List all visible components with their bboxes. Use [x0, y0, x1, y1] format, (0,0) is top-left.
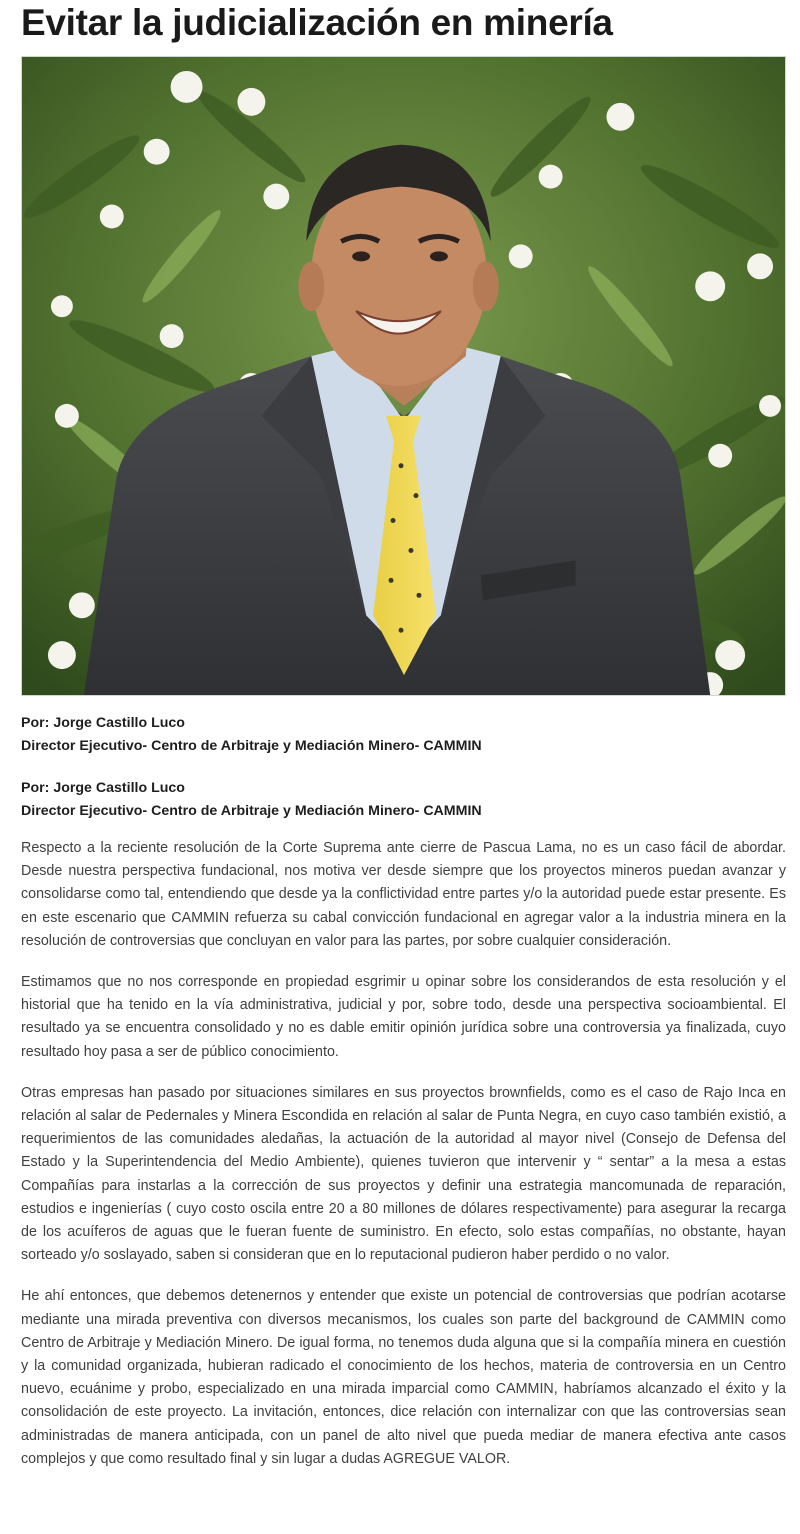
byline-2 [21, 777, 786, 823]
author-name: Por: Jorge Castillo Luco [21, 715, 185, 731]
portrait-photo-icon [22, 57, 785, 695]
paragraph-4: He ahí entonces, que debemos detenernos y entender que existe un potencial de controversias que podrían acotarse mediante una mirada preventiva con diversos mecanismos, los cuales son parte del background de CAMMIN como Centro de Arbitraje y Mediación Minero. De igual forma, no tenemos duda alguna que si la compañía minera en cuestión y la comunidad organizada, hubieran radicado el conocimiento de los hechos, materia de controversia en un Centro nuevo, ecuánime y probo, especializado en una mirada imparcial como CAMMIN, habríamos alcanzado el éxito y la consolidación de este proyecto. La invitación, entonces, dice relación con internalizar con que las controversias sean administradas de manera anticipada, con un panel de alto nivel que pueda mediar de manera efectiva ante casos complejos y que como resultado final y sin lugar a dudas AGREGUE VALOR. [21, 1288, 786, 1467]
author-role: Director Ejecutivo- Centro de Arbitraje y Mediación Minero- CAMMIN [21, 738, 482, 754]
article-body [21, 837, 786, 1489]
author-role: Director Ejecutivo- Centro de Arbitraje y Mediación Minero- CAMMIN [21, 803, 482, 819]
paragraph-2: Estimamos que no nos corresponde en propiedad esgrimir u opinar sobre los considerandos de esta resolución y el historial que ha tenido en la vía administrativa, judicial y por, sobre todo, desde una perspectiva socioambiental. El resultado ya se encuentra consolidado y no es dable emitir opinión jurídica sobre una controversia ya finalizada, cuyo resultado hoy pasa a ser de público conocimiento. [21, 974, 786, 1060]
author-photo [21, 56, 786, 696]
article-title: Evitar la judicialización en minería [21, 2, 613, 43]
author-name: Por: Jorge Castillo Luco [21, 780, 185, 796]
paragraph-3: Otras empresas han pasado por situaciones similares en sus proyectos brownfields, como es el caso de Rajo Inca en relación al salar de Pedernales y Minera Escondida en relación al salar de Punta Negra, en cuyo caso también existió, a requerimientos de las comunidades aledañas, la actuación de la autoridad al mayor nivel (Consejo de Defensa del Estado y la Superintendencia del Medio Ambiente), quienes tuvieron que intervenir y “ sentar” a la mesa a estas Compañías para instarlas a la corrección de sus proyectos y definir una estrategia mancomunada de reparación, estudios e ingenierías ( cuyo costo oscila entre 20 a 80 millones de dólares respectivamente) para asegurar la recarga de los acuíferos de aguas que le fueran fuente de suministro. En efecto, solo estas compañías, no obstante, hayan sorteado y/o soslayado, saben si consideran que en lo reputacional pudieron haber perdido o no valor. [21, 1084, 786, 1264]
byline-1 [21, 712, 786, 758]
paragraph-1: Respecto a la reciente resolución de la Corte Suprema ante cierre de Pascua Lama, no es un caso fácil de abordar. Desde nuestra perspectiva fundacional, nos motiva ver desde siempre que los proyectos mineros puedan avanzar y consolidarse como tal, entendiendo que desde ya la conflictividad entre partes y/o la autoridad puede estar presente. Es en este escenario que CAMMIN refuerza su cabal convicción fundacional en agregar valor a la industria minera en la resolución de controversias que concluyan en valor para las partes, por sobre cualquier consideración. [21, 840, 786, 949]
